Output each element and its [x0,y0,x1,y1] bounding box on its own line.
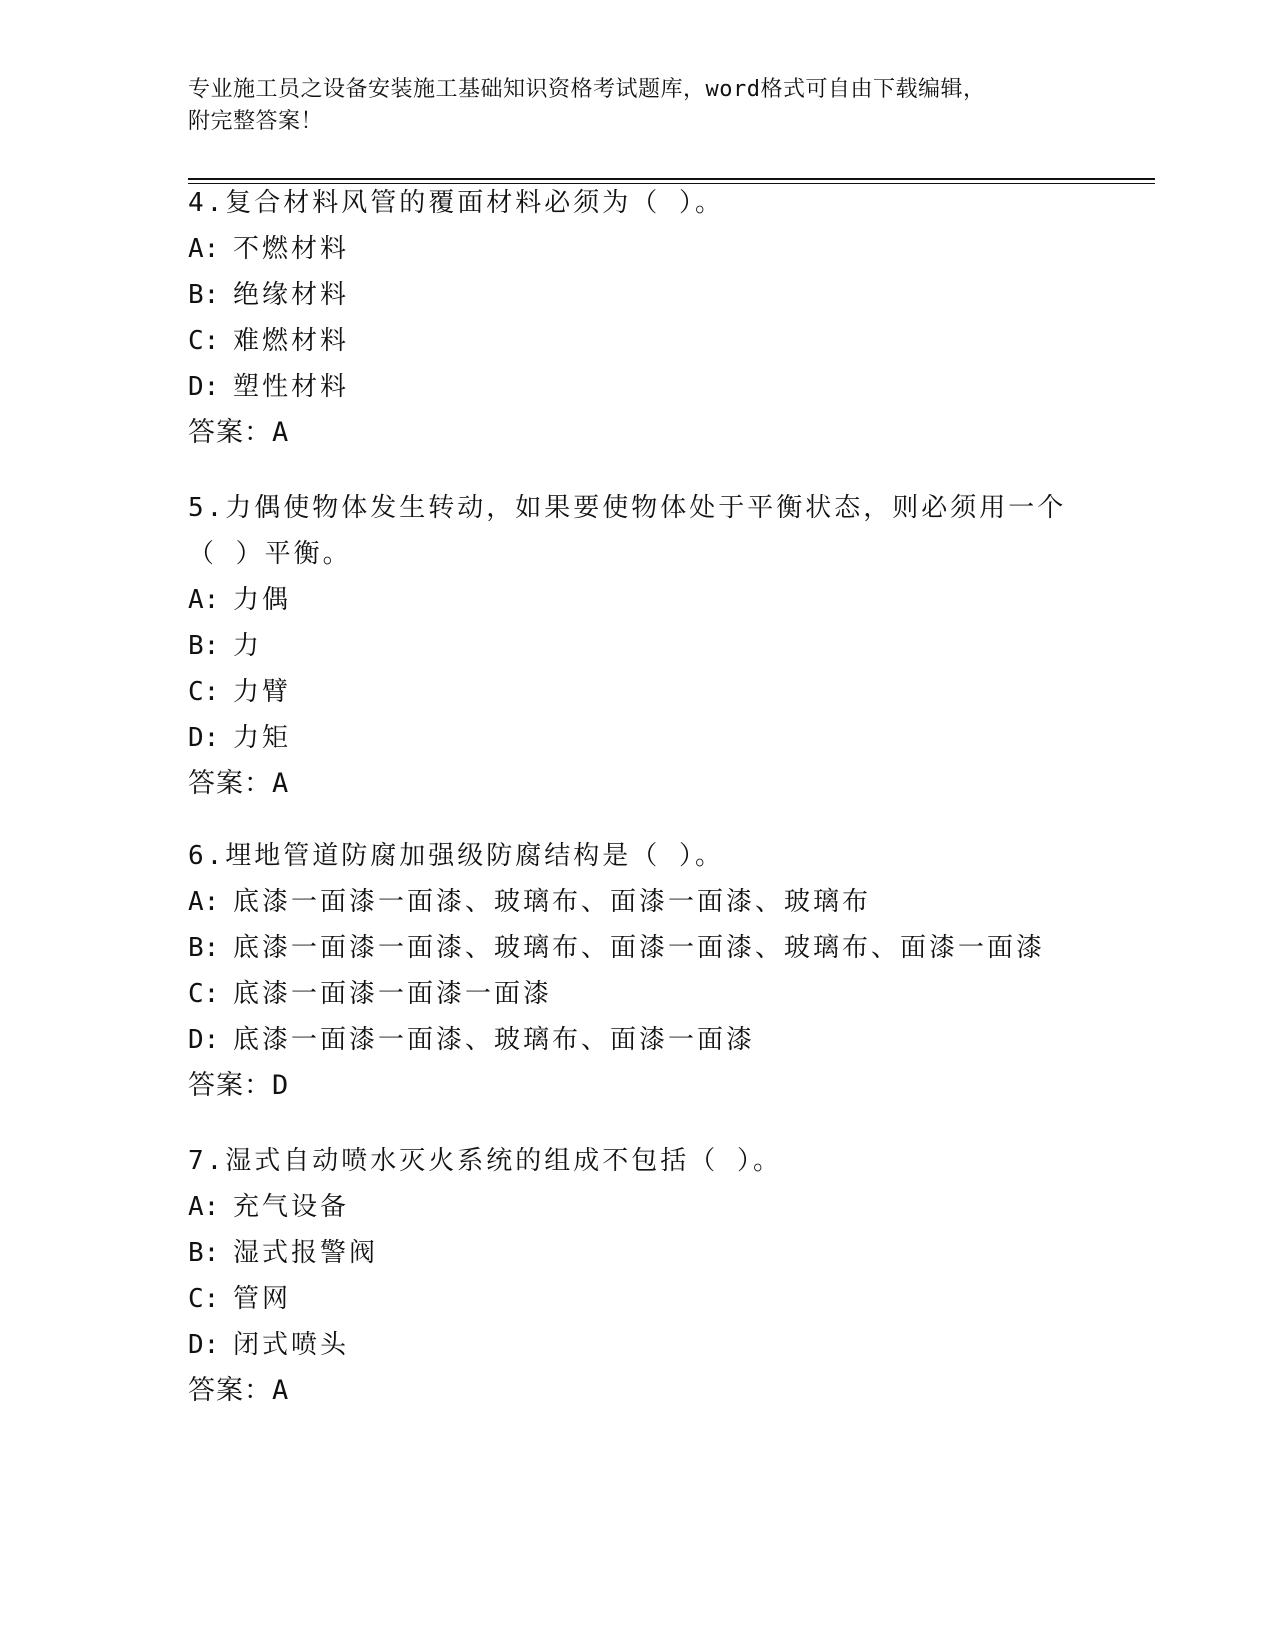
header-line-1: 专业施工员之设备安装施工基础知识资格考试题库，word格式可自由下载编辑， [188,77,986,102]
question-7 [188,1138,1088,1414]
option-text: 塑性材料 [233,372,350,402]
option-a [188,577,1088,623]
question-stem: 4.复合材料风管的覆面材料必须为（ ）。 [188,188,724,218]
option-letter: C: [188,979,220,1009]
option-c [188,1276,1088,1322]
question-stem: 6.埋地管道防腐加强级防腐结构是（ ）。 [188,841,724,871]
question-5 [188,485,1088,807]
option-letter: A: [188,887,220,917]
question-stem: 7.湿式自动喷水灭火系统的组成不包括（ ）。 [188,1146,782,1176]
option-d [188,364,1088,410]
option-letter: D: [188,372,220,402]
option-text: 绝缘材料 [233,280,350,310]
option-b [188,623,1088,669]
option-d [188,715,1088,761]
answer-line [188,410,1088,456]
option-d [188,1322,1088,1368]
option-letter: C: [188,677,220,707]
option-letter: A: [188,234,220,264]
option-letter: C: [188,1284,220,1314]
option-letter: B: [188,631,220,661]
answer-line [188,1368,1088,1414]
option-text: 力臂 [233,677,292,707]
answer-label: 答案： [188,1070,272,1101]
option-text: 难燃材料 [233,326,350,356]
option-letter: B: [188,280,220,310]
option-c [188,669,1088,715]
answer-value: A [272,417,290,448]
option-b [188,925,1088,971]
option-letter: D: [188,723,220,753]
option-text: 力矩 [233,723,292,753]
option-text: 不燃材料 [233,234,350,264]
answer-value: A [272,768,290,799]
option-text: 管网 [233,1284,292,1314]
option-text: 湿式报警阀 [233,1238,379,1268]
option-a [188,226,1088,272]
option-text: 底漆一面漆一面漆一面漆 [233,979,553,1009]
answer-line [188,1063,1088,1109]
option-text: 闭式喷头 [233,1330,350,1360]
option-text: 底漆一面漆一面漆、玻璃布、面漆一面漆、玻璃布 [233,887,872,917]
header-line-2: 附完整答案！ [188,109,324,134]
option-a [188,879,1088,925]
answer-value: D [272,1070,290,1101]
option-letter: B: [188,1238,220,1268]
option-text: 底漆一面漆一面漆、玻璃布、面漆一面漆 [233,1025,756,1055]
answer-label: 答案： [188,417,272,448]
question-6 [188,833,1088,1109]
question-stem-line-2: （ ）平衡。 [188,539,352,569]
question-4 [188,180,1088,456]
question-stem-line-1: 5.力偶使物体发生转动，如果要使物体处于平衡状态，则必须用一个 [188,493,1067,523]
option-letter: D: [188,1025,220,1055]
option-letter: C: [188,326,220,356]
option-a [188,1184,1088,1230]
option-letter: A: [188,585,220,615]
answer-value: A [272,1375,290,1406]
option-text: 充气设备 [233,1192,350,1222]
answer-line [188,761,1088,807]
option-text: 底漆一面漆一面漆、玻璃布、面漆一面漆、玻璃布、面漆一面漆 [233,933,1046,963]
option-letter: A: [188,1192,220,1222]
option-b [188,272,1088,318]
answer-label: 答案： [188,1375,272,1406]
option-c [188,971,1088,1017]
option-letter: B: [188,933,220,963]
option-b [188,1230,1088,1276]
option-d [188,1017,1088,1063]
option-letter: D: [188,1330,220,1360]
answer-label: 答案： [188,768,272,799]
option-text: 力偶 [233,585,292,615]
option-text: 力 [233,631,263,661]
option-c [188,318,1088,364]
document-header [188,74,1068,138]
